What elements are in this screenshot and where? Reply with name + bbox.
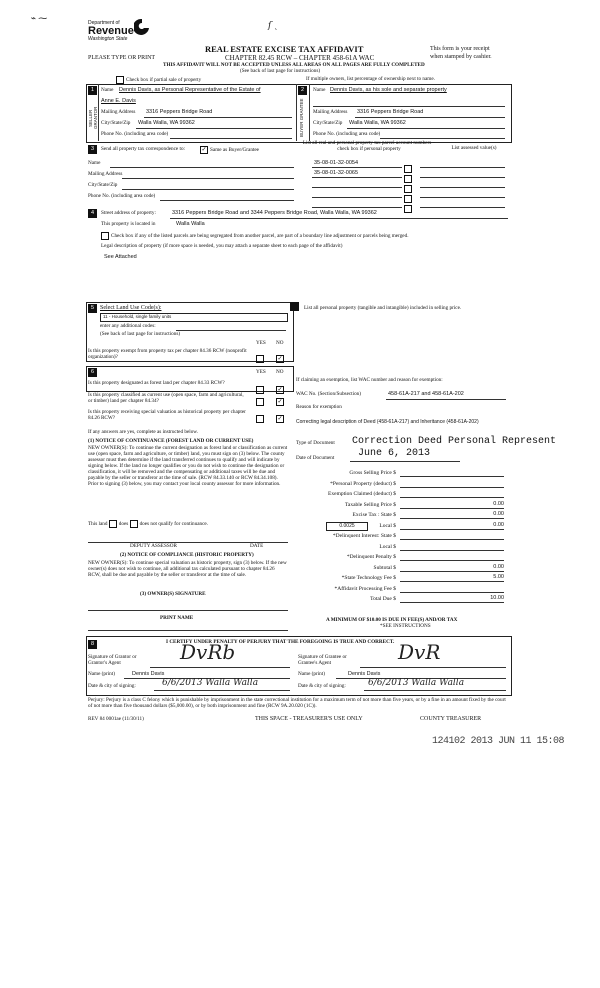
does-not-label: does not qualify for continuance. [139,521,208,528]
corr-city-label: City/State/Zip [88,182,118,188]
section-2-number: 2 [298,86,307,95]
minimum-due: A MINIMUM OF $10.00 IS DUE IN FEE(S) AND/OR TAX [326,617,458,623]
partial-sale-label: Check box if partial sale of property [126,77,202,84]
section-7-marker [290,302,299,311]
seller-city[interactable]: Walla Walla, WA 99362 [138,120,195,126]
see-back-note: (See back of last page for instructions) [240,68,321,74]
historic-yes-checkbox[interactable] [256,410,266,428]
doc-date-label: Date of Document [296,455,335,461]
total-label: Subtotal $ [373,564,396,571]
total-label: *Delinquent Interest: State $ [332,533,396,539]
personal-property-label: List all personal property (tangible and intangible) included in selling price. [304,305,462,311]
land-use-yes: YES [256,340,266,346]
personal-prop-checkbox[interactable] [404,200,414,218]
historic-question: Is this property receiving special valuation as historical property per chapter 84.26 RCW? [88,409,246,421]
grantee-date-label: Date & city of signing: [298,683,346,689]
logo-dept: Department of [88,20,120,26]
seller-name-label: Name [101,87,114,93]
seller-phone-label: Phone No. (including area code) [101,131,169,137]
street-label: Street address of property: [101,210,156,216]
print-name: PRINT NAME [160,615,194,621]
segregated[interactable] [101,232,409,240]
total-row [296,489,508,500]
forest-question: Is this property designated as forest land per chapter 84.33 RCW? [88,380,225,386]
total-row [296,552,508,563]
logo-state: Washington State [88,36,128,42]
total-value[interactable] [400,531,504,540]
land-qualify [88,520,208,528]
total-row [296,468,508,479]
land-use-see-back: (See back of last page for instructions) [100,331,181,337]
grantor-name[interactable]: Dennis Davis [132,671,165,677]
assessor-date: DATE [250,543,264,549]
seller-name[interactable]: Dennis Davis, as Personal Representative of the Estate of [119,87,261,93]
s6-yes: YES [256,369,266,375]
land-use-code: 11 - Household, single family units [103,314,172,319]
seller-city-label: City/State/Zip [101,120,131,126]
partial-sale[interactable] [116,76,201,84]
section-6-number: 6 [88,368,97,377]
same-as-buyer-checkbox[interactable]: ✓ [201,147,207,153]
land-use-select[interactable] [100,313,288,322]
grantee-name[interactable]: Dennis Davis [348,671,381,677]
total-label: *Personal Property (deduct) $ [330,480,396,487]
historic-no-checkbox[interactable]: ✓ [277,416,283,423]
historic-text: NEW OWNER(S): To continue special valuation as historic property, sign (3) below. If the new owner(s) does not wish to continue, all additional tax calculated pursuant to chapter 84.26 RCW, shall be due and payable by the seller or transferor at the time of sale. [88,560,287,578]
dor-logo [88,20,134,42]
buyer-city[interactable]: Walla Walla, WA 99362 [349,120,406,126]
additional-codes-label: enter any additional codes: [100,323,156,329]
grantor-signature-label: Signature of Grantor or Grantor's Agent [88,654,137,666]
current-use-no-checkbox[interactable]: ✓ [277,399,283,406]
doc-type-label: Type of Document [296,440,335,446]
section-5-number: 5 [88,304,97,313]
total-label: Gross Selling Price $ [349,470,396,476]
wac-label: WAC No. (Section/Subsection) [296,391,361,397]
same-as-buyer-label: Same as Buyer/Grantee [210,147,259,154]
forest-no-checkbox[interactable]: ✓ [277,387,283,394]
total-row [296,510,508,521]
buyer-phone-label: Phone No. (including area code) [313,131,381,137]
section-1-number: 1 [88,86,97,95]
total-value[interactable] [400,489,504,498]
total-label: Local $ [379,522,396,529]
total-row [296,563,508,574]
seller-address[interactable]: 3316 Peppers Bridge Road [146,109,213,115]
grantee-name-label: Name (print) [298,671,325,677]
assessed-header: List assessed value(s) [451,145,497,151]
see-instructions: *SEE INSTRUCTIONS [380,623,431,629]
total-row [296,500,508,511]
buyer-city-label: City/State/Zip [313,120,343,126]
does-label: does [118,521,129,528]
parcel-2[interactable]: 35-08-01-32-0065 [314,170,359,176]
historic-title: (2) NOTICE OF COMPLIANCE (HISTORIC PROPERTY) [120,552,254,558]
same-as-buyer[interactable] [200,146,259,154]
total-value[interactable] [400,552,504,561]
total-label: Local $ [379,543,396,550]
wac-number[interactable]: 458-61A-217 and 458-61A-202 [388,391,464,397]
s6-no: NO [276,369,284,375]
total-label: Excise Tax : State $ [352,512,396,518]
total-row [296,531,508,542]
legal-label: Legal description of property (if more space is needed, you may attach a separate sheet to each page of the affidavit) [101,243,343,249]
grantee-signature[interactable]: DvR [398,640,441,664]
legal-description[interactable]: See Attached [104,254,137,260]
form-warning: THIS AFFIDAVIT WILL NOT BE ACCEPTED UNLESS ALL AREAS ON ALL PAGES ARE FULLY COMPLETED [163,62,425,68]
form-title: REAL ESTATE EXCISE TAX AFFIDAVIT [205,44,364,54]
total-label: *State Technology Fee $ [341,575,396,581]
total-label: *Affidavit Processing Fee $ [334,585,396,592]
owner-signature: (3) OWNER(S) SIGNATURE [140,591,206,597]
buyer-address-label: Mailing Address [313,109,348,115]
parcel-1[interactable]: 35-08-01-32-0054 [314,160,359,166]
buyer-name[interactable]: Dennis Davis, as his sole and separate property [330,87,447,93]
segregated-label: Check box if any of the listed parcels are being segregated from another parcel, are part of a boundary line adjustment or parcels being merged. [111,233,409,240]
receipt-note-2: when stamped by cashier. [430,54,492,60]
total-value[interactable] [400,468,504,477]
total-row [296,542,508,553]
revenue-swoosh-icon [134,18,150,36]
grantor-signature[interactable]: DvRb [180,640,236,664]
doc-type[interactable]: Correction Deed Personal Represent [352,436,557,447]
total-value[interactable]: 0.00 [400,521,504,530]
buyer-address[interactable]: 3316 Peppers Bridge Road [357,109,424,115]
partial-sale-checkbox[interactable] [116,76,124,84]
current-use-yes-checkbox[interactable] [256,393,266,411]
form-subtitle: CHAPTER 82.45 RCW – CHAPTER 458-61A WAC [225,54,375,62]
total-value[interactable]: 0.00 [400,563,504,572]
grantor-name-label: Name (print) [88,671,115,677]
total-value[interactable]: 10.00 [400,594,504,603]
street-address[interactable]: 3316 Peppers Bridge Road and 3344 Peppers Bridge Road, Walla Walla, WA 99362 [172,210,377,216]
rev-number: REV 84 0001ae (11/30/11) [88,716,144,722]
stray-mark: ⌁ ⁓ [30,14,48,24]
located-label: This property is located in [101,221,156,227]
buyer-grantee-label: BUYER GRANTEE [299,98,304,138]
local-rate-box[interactable]: 0.0025 [326,522,368,531]
logo-name: Revenue [88,25,134,37]
totals-table [296,468,508,605]
county-treasurer: COUNTY TREASURER [420,716,482,722]
exemption-reason[interactable]: Correcting legal description of Deed (458-61A-217) and Inheritance (458-61A-202) [296,419,479,425]
seller-grantor-label: SELLER GRANTOR [88,106,98,130]
multiple-owners-note: If multiple owners, list percentage of ownership next to name. [306,76,435,82]
treasurer-stamp: 124102 2013 JUN 11 15:08 [432,736,565,747]
grantor-date-city[interactable]: 6/6/2013 Walla Walla [162,678,259,688]
exemption-label: If claiming an exemption, list WAC number and reason for exemption: [296,377,443,383]
current-use-question: Is this property classified as current use (open space, farm and agricultural, or timber) land per chapter 84.34? [88,392,244,404]
stray-mark: ſ ˎ [268,21,278,31]
seller-name-2[interactable]: Anne E. Davis [101,98,136,104]
receipt-note-1: This form is your receipt [430,46,490,52]
land-use-label: Select Land Use Code(s): [100,305,162,311]
section-3-number: 3 [88,145,97,154]
certify-statement: I CERTIFY UNDER PENALTY OF PERJURY THAT THE FOREGOING IS TRUE AND CORRECT. [166,639,395,645]
located-in[interactable]: Walla Walla [176,221,205,227]
exempt-no-checkbox[interactable]: ✓ [277,356,283,363]
land-label: This land [88,521,108,528]
corr-address-label: Mailing Address [88,171,123,177]
reason-label: Reason for exemption [296,404,342,410]
parcel-header: List all real and personal property tax parcel account numbers – check box if personal property [302,140,436,152]
total-row [296,584,508,595]
corr-phone-label: Phone No. (including area code) [88,193,156,199]
total-label: Taxable Selling Price $ [344,501,396,508]
grantee-signature-label: Signature of Grantee or Grantee's Agent [298,654,347,666]
tax-corr-label: Send all property tax correspondence to: [101,146,185,152]
exempt-question: Is this property exempt from property tax per chapter 84.36 RCW (nonprofit organization)? [88,348,247,360]
does-checkbox[interactable] [109,520,117,528]
total-row [296,521,508,532]
perjury-note: Perjury: Perjury is a class C felony which is punishable by imprisonment in the state correctional institution for a maximum term of not more than five years, or by a fine in an amount fixed by the court of not more than five thousand dollars ($5,000.00), or by both imprisonment and fine (RCW 9A.20.020 (1C)). [88,697,506,709]
land-use-no: NO [276,340,284,346]
total-value[interactable]: 0.00 [400,510,504,519]
total-row [296,573,508,584]
segregated-checkbox[interactable] [101,232,109,240]
grantee-date-city[interactable]: 6/6/2013 Walla Walla [368,678,465,688]
total-value[interactable] [400,479,504,488]
total-value[interactable]: 0.00 [400,500,504,509]
seller-address-label: Mailing Address [101,109,136,115]
does-not-checkbox[interactable] [130,520,138,528]
total-value[interactable]: 5.00 [400,573,504,582]
corr-name-label: Name [88,160,101,166]
total-label: Exemption Claimed (deduct) $ [328,491,396,497]
section-8-number: 8 [88,640,97,649]
continuance-title: (1) NOTICE OF CONTINUANCE (FOREST LAND OR CURRENT USE) [88,438,254,444]
grantor-date-label: Date & city of signing: [88,683,136,689]
total-row [296,594,508,605]
section-4-number: 4 [88,209,97,218]
total-value[interactable] [400,584,504,593]
treasurer-use: THIS SPACE - TREASURER'S USE ONLY [255,716,363,722]
continuance-text: NEW OWNER(S): To continue the current designation as forest land or classification as current use (open space, farm and agriculture, or timber) land, you must sign on (3) below. The county assessor must then determine if the land transferred continues to qualify and will indicate by signing below. If the land no longer qualifies or you do not wish to continue the designation or classification, it will be removed and the compensating or additional taxes will be due and payable by the seller or transferor at the time of sale. (RCW 84.33.140 or RCW 84.34.108). Prior to signing (3) below, you may contact your local county assessor for more information. [88,445,288,487]
if-yes-note: If any answers are yes, complete as instructed below. [88,429,199,435]
print-note: PLEASE TYPE OR PRINT [88,55,156,61]
buyer-name-label: Name [313,87,326,93]
total-label: Total Due $ [370,596,396,602]
doc-date[interactable]: June 6, 2013 [358,448,431,459]
total-label: *Delinquent Penalty $ [346,554,396,560]
total-row [296,479,508,490]
total-value[interactable] [400,542,504,551]
deputy-assessor: DEPUTY ASSESSOR [130,543,177,549]
